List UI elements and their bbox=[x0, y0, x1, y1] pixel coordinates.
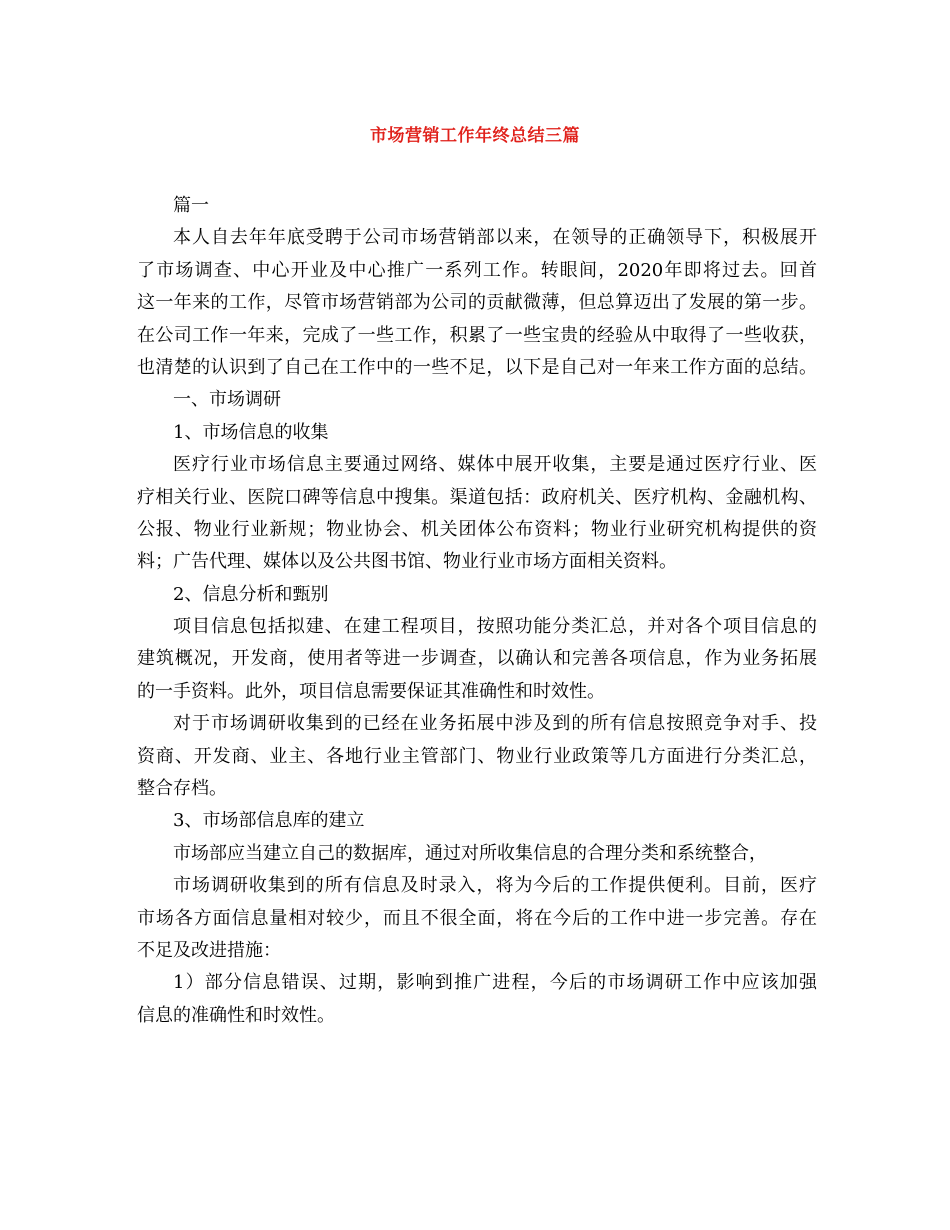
paragraph-line: 市场调研收集到的所有信息及时录入，将为今后的工作提供便利。目前，医疗 bbox=[173, 875, 817, 897]
paragraph-line: 的一手资料。此外，项目信息需要保证其准确性和时效性。 bbox=[137, 680, 605, 702]
subsection-heading: 1、市场信息的收集 bbox=[173, 421, 329, 443]
paragraph-line: 整合存档。 bbox=[137, 778, 227, 800]
section-heading: 篇一 bbox=[173, 195, 209, 216]
paragraph-line: 建筑概况，开发商，使用者等进一步调查，以确认和完善各项信息，作为业务拓展 bbox=[137, 648, 817, 670]
subsection-heading: 3、市场部信息库的建立 bbox=[173, 810, 365, 832]
subsection-heading: 2、信息分析和甄别 bbox=[173, 583, 329, 605]
paragraph-line: 医疗行业市场信息主要通过网络、媒体中展开收集，主要是通过医疗行业、医 bbox=[173, 454, 817, 476]
paragraph-line: 也清楚的认识到了自己在工作中的一些不足，以下是自己对一年来工作方面的总结。 bbox=[137, 356, 817, 378]
document-body bbox=[137, 190, 817, 1032]
paragraph-line: 本人自去年年底受聘于公司市场营销部以来，在领导的正确领导下，积极展开 bbox=[173, 227, 817, 249]
paragraph-line: 项目信息包括拟建、在建工程项目，按照功能分类汇总，并对各个项目信息的 bbox=[173, 616, 817, 638]
paragraph-line: 疗相关行业、医院口碑等信息中搜集。渠道包括：政府机关、医疗机构、金融机构、 bbox=[137, 486, 817, 508]
paragraph-line: 这一年来的工作，尽管市场营销部为公司的贡献微薄，但总算迈出了发展的第一步。 bbox=[137, 292, 817, 314]
paragraph-line: 了市场调查、中心开业及中心推广一系列工作。转眼间，2020年即将过去。回首 bbox=[137, 259, 817, 281]
document-title: 市场营销工作年终总结三篇 bbox=[370, 126, 580, 146]
paragraph-line: 公报、物业行业新规；物业协会、机关团体公布资料；物业行业研究机构提供的资 bbox=[137, 518, 817, 540]
paragraph-line: 不足及改进措施： bbox=[137, 939, 281, 961]
paragraph-line: 对于市场调研收集到的已经在业务拓展中涉及到的所有信息按照竞争对手、投 bbox=[173, 713, 817, 735]
section-heading: 一、市场调研 bbox=[173, 389, 281, 411]
paragraph-line: 信息的准确性和时效性。 bbox=[137, 1004, 335, 1026]
paragraph-line: 1）部分信息错误、过期，影响到推广进程，今后的市场调研工作中应该加强 bbox=[173, 972, 817, 994]
paragraph-line: 资商、开发商、业主、各地行业主管部门、物业行业政策等几方面进行分类汇总， bbox=[137, 745, 817, 767]
paragraph-line: 料；广告代理、媒体以及公共图书馆、物业行业市场方面相关资料。 bbox=[137, 551, 677, 573]
paragraph-line: 市场各方面信息量相对较少，而且不很全面，将在今后的工作中进一步完善。存在 bbox=[137, 907, 817, 929]
paragraph-line: 市场部应当建立自己的数据库，通过对所收集信息的合理分类和系统整合， bbox=[173, 842, 767, 864]
paragraph-line: 在公司工作一年来，完成了一些工作，积累了一些宝贵的经验从中取得了一些收获， bbox=[137, 324, 817, 346]
